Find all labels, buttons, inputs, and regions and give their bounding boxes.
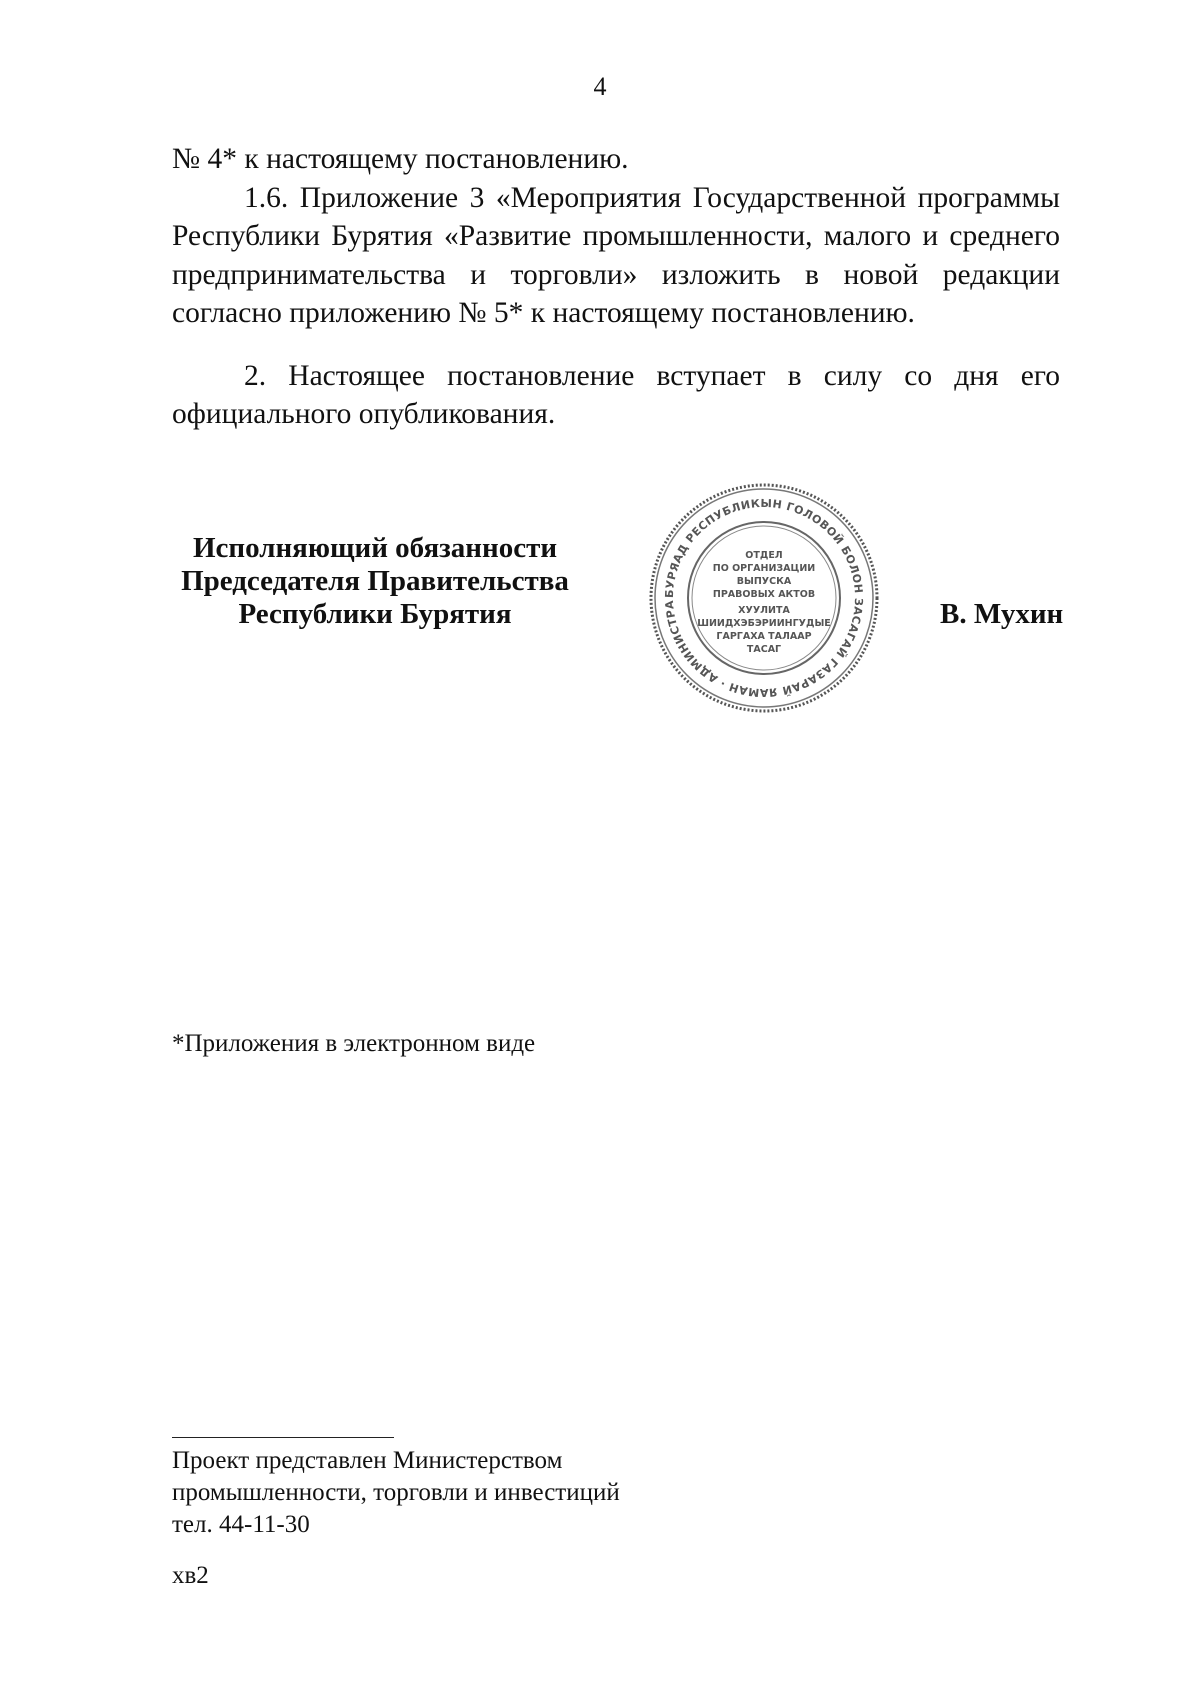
seal-center-line-8: ТАСАГ: [746, 644, 782, 655]
footer-phone: тел. 44-11-30: [172, 1511, 310, 1538]
paragraph-continuation: № 4* к настоящему постановлению.: [172, 143, 629, 175]
paragraph-item-2: 2. Настоящее постановление вступает в силу со дня его официального опубликования.: [172, 359, 1060, 430]
seal-center-line-2: ПО ОРГАНИЗАЦИИ: [712, 563, 816, 574]
footer-divider: [172, 1437, 394, 1438]
seal-center-line-3: ВЫПУСКА: [736, 576, 792, 587]
signatory-title: [160, 532, 590, 631]
seal-ring-text: БУРЯАД РЕСПУБЛИКЫН ГОЛОВОЙ БОЛОН ЗАСАГАЙ ГАЗАРАЙ ЯАМАН · АДМИНИСТРА: [662, 496, 866, 700]
signatory-name: В. Мухин: [940, 598, 1064, 630]
footer-line-1: Проект представлен Министерством: [172, 1447, 563, 1474]
official-seal-stamp: [648, 482, 880, 714]
signatory-title-line-2: Председателя Правительства: [181, 565, 569, 597]
seal-center-line-7: ГАРГАХА ТАЛААР: [716, 631, 812, 642]
seal-center-line-5: ХУУЛИТА: [738, 605, 790, 616]
signatory-title-line-1: Исполняющий обязанности: [192, 532, 558, 564]
project-author-note: [172, 1445, 620, 1541]
signatory-title-line-3: Республики Бурятия: [238, 598, 512, 630]
seal-center-line-6: ШИИДХЭБЭРИИНГУДЫЕ: [697, 618, 831, 629]
document-code: хв2: [172, 1562, 209, 1589]
footer-line-2: промышленности, торговли и инвестиций: [172, 1479, 620, 1506]
page-number: 4: [593, 72, 607, 101]
seal-center-line-1: ОТДЕЛ: [745, 550, 783, 561]
paragraph-item-1-6: 1.6. Приложение 3 «Мероприятия Государственной программы Республики Бурятия «Развитие промышленности, малого и среднего предпринимательства и торговли» изложить в новой редакции согласно приложению № 5* к настоящему постановлению.: [172, 181, 1060, 329]
appendix-note: *Приложения в электронном виде: [172, 1030, 536, 1057]
seal-center-line-4: ПРАВОВЫХ АКТОВ: [712, 589, 816, 600]
document-body: [172, 140, 1060, 434]
